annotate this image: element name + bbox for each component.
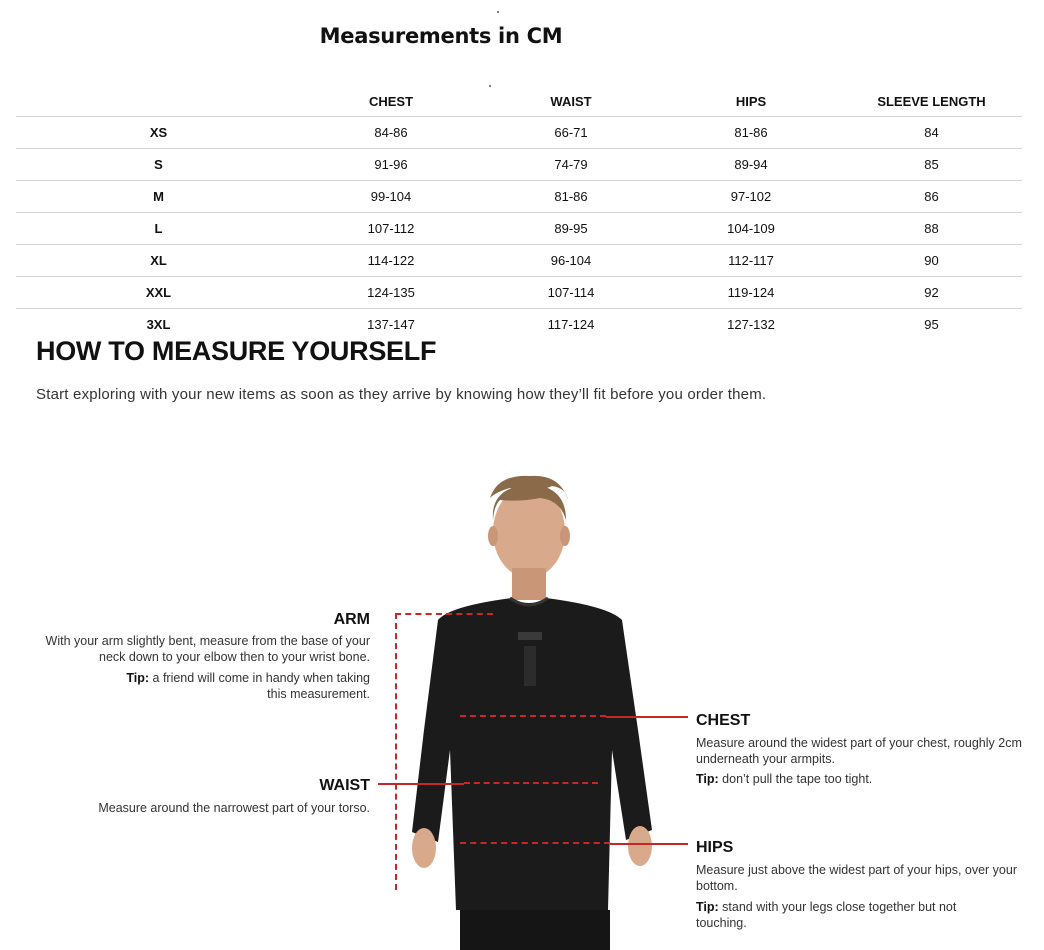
measurement-cell: 85 (841, 149, 1022, 181)
chest-pointer-line (606, 716, 688, 718)
model-trousers (460, 910, 610, 950)
table-row (16, 149, 1022, 181)
measurement-cell: 96-104 (481, 245, 661, 277)
model-hand-left (412, 828, 436, 868)
arm-tip-label: Tip: (126, 671, 150, 685)
table-header-row (16, 86, 1022, 117)
arm-description: With your arm slightly bent, measure from the base of your neck down to your elbow then to your wrist bone. (45, 634, 370, 664)
waist-description: Measure around the narrowest part of your torso. (98, 801, 370, 815)
size-label: S (16, 149, 301, 181)
model-ear-left (488, 526, 498, 546)
model-ear-right (560, 526, 570, 546)
measurement-cell: 104-109 (661, 213, 841, 245)
page-title: Measurements in CM (319, 24, 563, 48)
hips-tip-label: Tip: (696, 900, 719, 914)
chest-description: Measure around the widest part of your chest, roughly 2cm underneath your armpits. (696, 736, 1022, 766)
measurement-cell: 92 (841, 277, 1022, 309)
table-body (16, 117, 1022, 341)
chest-tip-label: Tip: (696, 772, 719, 786)
size-label: 3XL (146, 317, 171, 332)
how-to-measure-intro: Start exploring with your new items as soon as they arrive by knowing how they’ll fit before you order them. (36, 386, 767, 403)
model-figure (390, 470, 680, 950)
measurement-cell: 114-122 (301, 245, 481, 277)
chest-tip (696, 771, 1026, 787)
column-header: SLEEVE LENGTH (841, 86, 1022, 117)
column-header: CHEST (301, 86, 481, 117)
size-label: XXL (16, 277, 301, 309)
how-to-measure-heading: HOW TO MEASURE YOURSELF (36, 336, 437, 366)
measurement-cell: 91-96 (301, 149, 481, 181)
measurement-cell: 137-147 (367, 317, 415, 332)
size-chart-table (16, 86, 1022, 340)
arm-tip (110, 670, 370, 702)
measurement-cell: 119-124 (661, 277, 841, 309)
table-row (16, 181, 1022, 213)
chest-title: CHEST (696, 712, 751, 729)
measurement-cell: 81-86 (481, 181, 661, 213)
arm-title: ARM (333, 611, 370, 628)
size-label: L (16, 213, 301, 245)
measurement-cell: 112-117 (661, 245, 841, 277)
waist-measure-line (464, 782, 598, 784)
table-row (16, 277, 1022, 309)
hips-pointer-line (610, 843, 688, 845)
measurement-cell: 86 (841, 181, 1022, 213)
hips-title: HIPS (696, 839, 734, 856)
stray-dot (497, 11, 499, 13)
measurement-cell: 88 (841, 213, 1022, 245)
arm-tip-text: a friend will come in handy when taking this measurement. (152, 671, 370, 701)
model-hand-right (628, 826, 652, 866)
hips-measure-line (460, 842, 610, 844)
measurement-cell: 90 (841, 245, 1022, 277)
measurement-cell: 95 (924, 317, 939, 332)
measurement-cell: 84 (841, 117, 1022, 149)
column-header: WAIST (481, 86, 661, 117)
table-row (16, 213, 1022, 245)
shirt-logo (518, 632, 542, 640)
size-label: XL (16, 245, 301, 277)
size-label: M (16, 181, 301, 213)
chest-tip-text: don’t pull the tape too tight. (722, 772, 873, 786)
table-row (16, 245, 1022, 277)
waist-title: WAIST (319, 777, 370, 794)
size-label: XS (16, 117, 301, 149)
arm-measure-line (395, 613, 493, 615)
measurement-cell: 74-79 (481, 149, 661, 181)
measurement-cell: 97-102 (661, 181, 841, 213)
measurement-cell: 117-124 (547, 317, 595, 332)
column-header: HIPS (661, 86, 841, 117)
measurement-cell: 84-86 (301, 117, 481, 149)
measurement-cell: 107-112 (301, 213, 481, 245)
arm-measure-vline (395, 613, 397, 890)
model-shirt (412, 598, 652, 910)
measurement-cell: 124-135 (301, 277, 481, 309)
model-neck (512, 568, 546, 600)
hips-description: Measure just above the widest part of your hips, over your bottom. (696, 863, 1017, 893)
measurement-cell: 89-95 (481, 213, 661, 245)
measurement-cell: 107-114 (481, 277, 661, 309)
measurement-cell: 89-94 (661, 149, 841, 181)
measurement-cell: 127-132 (727, 317, 775, 332)
size-column-header (16, 86, 301, 117)
chest-measure-line (460, 715, 606, 717)
measurement-cell: 81-86 (661, 117, 841, 149)
measurement-cell: 66-71 (481, 117, 661, 149)
hips-tip-text: stand with your legs close together but not touching. (696, 900, 957, 930)
measurement-cell: 99-104 (301, 181, 481, 213)
hips-tip (696, 899, 996, 931)
table-row (16, 117, 1022, 149)
waist-pointer-line (378, 783, 464, 785)
